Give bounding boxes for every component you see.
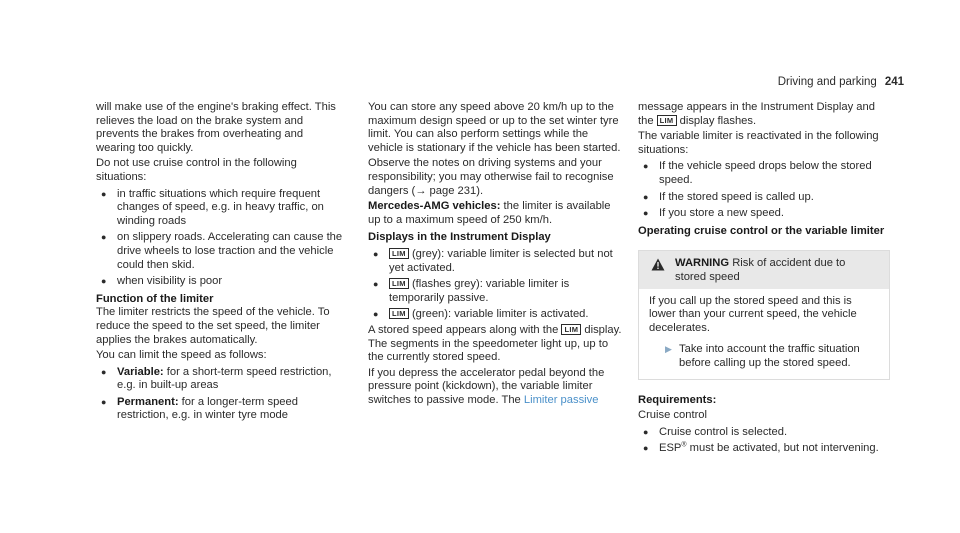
page-header [778, 76, 904, 90]
paragraph: A stored speed appears along with the LIM display. The segments in the speedometer light up, up to the currently stored speed. [368, 323, 622, 364]
warning-header [639, 251, 889, 288]
bullet-icon: ● [373, 248, 379, 259]
warning-step: ▶ Take into account the traffic situation before calling up the stored speed. [665, 343, 860, 369]
section-heading: Operating cruise control or the variable limiter [638, 224, 885, 237]
warning-title: Risk of accident due to stored speed [675, 257, 846, 283]
reactivation-list [638, 160, 892, 220]
bullet-icon: ● [643, 426, 649, 437]
list-item: ● If you store a new speed. [643, 207, 785, 220]
bullet-icon: ● [643, 161, 649, 172]
list-item: ● Cruise control is selected. [643, 425, 788, 438]
paragraph: Cruise control [638, 409, 708, 422]
list-item: ● LIM (green): variable limiter is activated. [373, 308, 589, 321]
list-item: ● ESP® must be activated, but not intervening. [643, 441, 879, 455]
warning-body [639, 289, 889, 379]
limiter-icon: LIM [389, 248, 409, 259]
column-2 [368, 101, 622, 407]
requirements-heading: Requirements: [638, 393, 717, 406]
list-item: ● If the vehicle speed drops below the stored speed. [643, 160, 872, 186]
warning-box [638, 250, 890, 379]
paragraph: You can limit the speed as follows: [96, 349, 267, 362]
section-heading: Displays in the Instrument Display [368, 231, 551, 244]
warning-label: WARNING [675, 257, 730, 270]
bullet-icon: ● [373, 309, 379, 320]
list-item: ● in traffic situations which require frequent changes of speed, e.g. in heavy traffic, on winding roads [101, 187, 324, 227]
paragraph: message appears in the Instrument Display and the LIM display flashes. [638, 101, 875, 127]
warning-text: If you call up the stored speed and this is lower than your current speed, the vehicle decelerates. [649, 294, 857, 334]
section-heading: Function of the limiter [96, 292, 214, 305]
limiter-icon: LIM [389, 278, 409, 289]
paragraph: Observe the notes on driving systems and your responsibility; you may otherwise fail to recognise dangers (→ page 231). [368, 157, 614, 197]
paragraph: will make use of the engine's braking effect. This relieves the load on the brake system and prevents the brakes from overheating and wearing too quickly. [96, 101, 336, 154]
list-item: ● on slippery roads. Accelerating can cause the drive wheels to lose traction and the vehicle could then skid. [101, 231, 343, 271]
bullet-icon: ● [373, 279, 379, 290]
limiter-icon: LIM [561, 324, 581, 335]
requirements-list [638, 426, 892, 456]
paragraph: The variable limiter is reactivated in the following situations: [638, 130, 879, 156]
column-1 [96, 101, 344, 423]
bullet-icon: ● [101, 396, 107, 407]
paragraph: You can store any speed above 20 km/h up to the maximum design speed or up to the set winter tyre limit. You can also perform settings while the vehicle is stationary if the vehicle has been started. [368, 101, 621, 154]
section-title: Driving and parking [777, 76, 877, 88]
list-item: ● LIM (grey): variable limiter is selected but not yet activated. [373, 247, 613, 274]
bullet-icon: ● [101, 232, 107, 243]
page-number: 241 [884, 76, 904, 88]
limiter-passive-link[interactable]: Limiter passive [523, 393, 599, 406]
list-item: ● Permanent: for a longer-term speed restriction, e.g. in winter tyre mode [101, 395, 298, 422]
situations-list [96, 188, 344, 289]
limiter-icon: LIM [389, 308, 409, 319]
column-3 [638, 101, 892, 456]
paragraph: Do not use cruise control in the following situations: [96, 157, 297, 183]
list-item: ● LIM (flashes grey): variable limiter is temporarily passive. [373, 278, 570, 304]
bullet-icon: ● [101, 276, 107, 287]
paragraph: Mercedes-AMG vehicles: the limiter is available up to a maximum speed of 250 km/h. [368, 200, 611, 226]
displays-list [368, 248, 622, 322]
list-item: ● when visibility is poor [101, 275, 223, 288]
warning-triangle-icon [651, 258, 665, 276]
arrow-right-icon: ▶ [665, 344, 672, 355]
list-item: ● If the stored speed is called up. [643, 190, 814, 203]
paragraph: If you depress the accelerator pedal beyond the pressure point (kickdown), the variable limiter switches to passive mode. The Limiter passive [368, 366, 605, 406]
bullet-icon: ● [101, 188, 107, 199]
bullet-icon: ● [643, 191, 649, 202]
bullet-icon: ● [101, 366, 107, 377]
bullet-icon: ● [643, 443, 649, 454]
list-item: ● Variable: for a short-term speed restriction, e.g. in built-up areas [101, 365, 332, 392]
bullet-icon: ● [643, 208, 649, 219]
paragraph: The limiter restricts the speed of the vehicle. To reduce the speed to the set speed, the limiter applies the brakes automatically. [96, 306, 330, 346]
limiter-icon: LIM [657, 115, 677, 126]
modes-list [96, 366, 344, 423]
